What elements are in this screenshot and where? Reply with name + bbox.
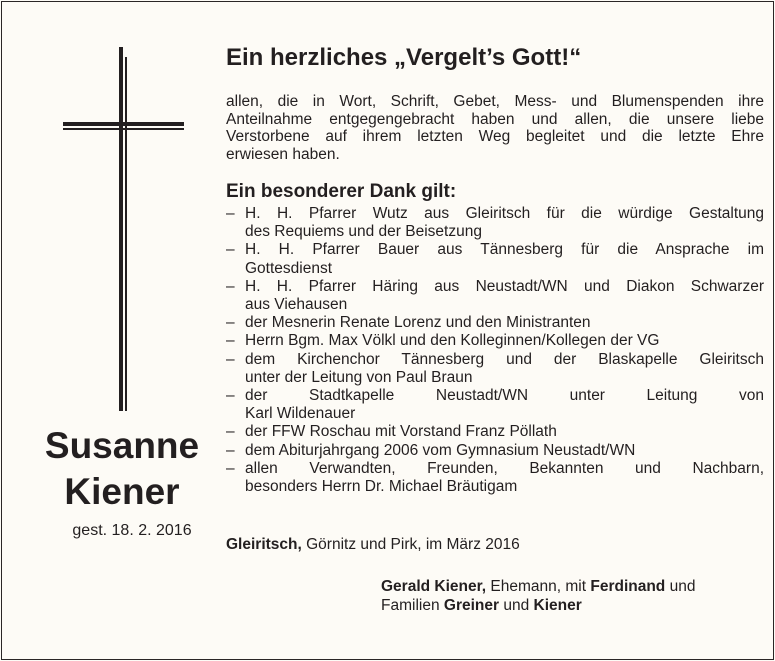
intro-line: Verstorbene auf ihrem letzten Weg begleitet und die letzte Ehre [226, 128, 764, 146]
place-town: Gleiritsch, [226, 536, 302, 553]
list-item [226, 442, 764, 460]
signature-name: Greiner [443, 597, 500, 614]
list-item-line: Gottesdienst [245, 259, 333, 277]
dash-marker: – [226, 332, 235, 350]
list-item-line: Karl Wildenauer [245, 405, 356, 423]
place-date [226, 536, 520, 554]
thanks-list [226, 205, 764, 496]
signature-line-2 [381, 596, 695, 615]
cross-icon-shadow-horizontal [63, 128, 184, 130]
intro-line: erwiesen haben. [226, 145, 340, 163]
dash-marker: – [226, 423, 235, 441]
list-item [226, 241, 764, 277]
list-item-line: allen Verwandten, Freunden, Bekannten und Nachbarn, [245, 459, 764, 477]
list-item-line: H. H. Pfarrer Häring aus Neustadt/WN und Diakon Schwarzer [245, 277, 764, 295]
deceased-last-name: Kiener [64, 471, 180, 512]
dash-marker: – [226, 459, 235, 477]
cross-icon [119, 47, 123, 411]
signature-text: und [499, 597, 534, 614]
dash-marker: – [226, 205, 235, 222]
list-item-line: unter der Leitung von Paul Braun [245, 368, 473, 386]
dash-marker: – [226, 314, 235, 332]
signature-name: Gerald Kiener, [381, 578, 487, 595]
list-item-line: aus Viehausen [245, 296, 348, 314]
signature-line-1 [381, 577, 695, 596]
dash-marker: – [226, 441, 235, 459]
list-item [226, 387, 764, 423]
list-item-line: der Stadtkapelle Neustadt/WN unter Leitung von [245, 387, 764, 405]
thanks-heading: Ein besonderer Dank gilt: [226, 181, 457, 202]
page-title: Ein herzliches „Vergelt’s Gott!“ [226, 44, 582, 71]
list-item-line: der FFW Roschau mit Vorstand Franz Pöllath [245, 423, 557, 441]
intro-paragraph [226, 93, 764, 163]
list-item [226, 332, 764, 350]
dash-marker: – [226, 277, 235, 295]
dash-marker: – [226, 387, 235, 405]
intro-line: allen, die in Wort, Schrift, Gebet, Mess- und Blumenspenden ihre [226, 93, 764, 110]
deceased-first-name: Susanne [44, 425, 200, 466]
list-item-line: dem Abiturjahrgang 2006 vom Gymnasium Neustadt/WN [245, 441, 636, 459]
dash-marker: – [226, 241, 235, 259]
place-rest: Görnitz und Pirk, im März 2016 [301, 536, 520, 553]
list-item-line: H. H. Pfarrer Bauer aus Tännesberg für die Ansprache im [245, 241, 764, 259]
list-item-line: besonders Herrn Dr. Michael Bräutigam [245, 478, 518, 496]
signature-name: Kiener [533, 597, 582, 614]
list-item [226, 205, 764, 241]
list-item [226, 460, 764, 496]
dash-marker: – [226, 350, 235, 368]
intro-line: Anteilnahme entgegengebracht haben und allen, die unsere liebe [226, 110, 764, 128]
list-item-line: H. H. Pfarrer Wutz aus Gleiritsch für die würdige Gestaltung [245, 205, 764, 222]
signature [381, 577, 695, 615]
signature-text: Ehemann, mit [486, 578, 591, 595]
list-item [226, 423, 764, 441]
list-item [226, 278, 764, 314]
signature-text: und [665, 578, 696, 595]
signature-name: Ferdinand [590, 578, 666, 595]
list-item-line: dem Kirchenchor Tännesberg und der Blaskapelle Gleiritsch [245, 350, 764, 368]
list-item [226, 314, 764, 332]
death-date: gest. 18. 2. 2016 [72, 522, 192, 539]
cross-icon-bar [63, 122, 184, 126]
list-item-line: des Requiems und der Beisetzung [245, 223, 482, 241]
list-item-line: Herrn Bgm. Max Völkl und den Kolleginnen/Kollegen der VG [245, 332, 660, 350]
list-item [226, 351, 764, 387]
cross-icon-shadow-vertical [125, 57, 127, 411]
signature-text: Familien [381, 597, 444, 614]
list-item-line: der Mesnerin Renate Lorenz und den Ministranten [245, 314, 591, 332]
